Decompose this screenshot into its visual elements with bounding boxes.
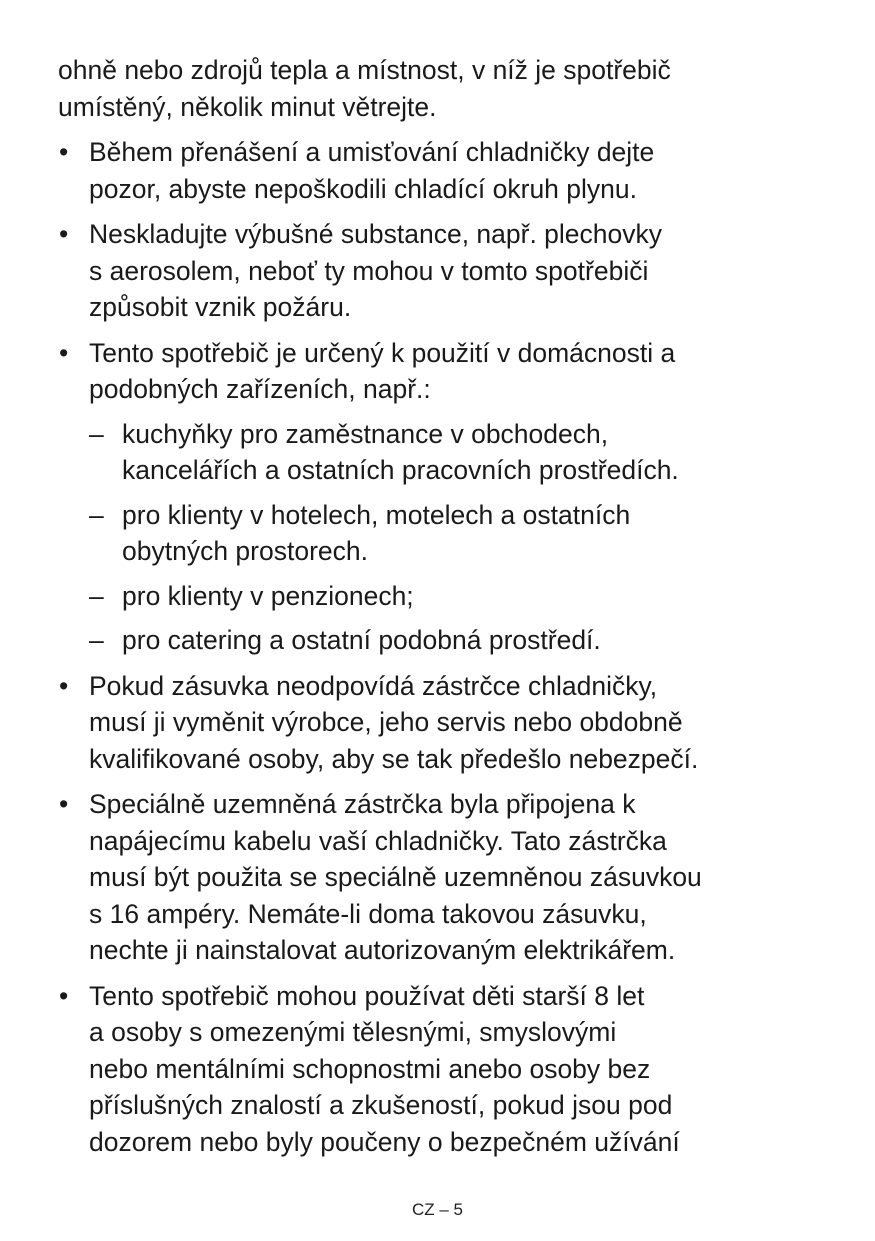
sublist-item-text: kuchyňky pro zaměstnance v obchodech, kancelářích a ostatních pracovních prostředích. [122,418,679,485]
sublist-item [89,578,828,615]
list-item [58,335,828,659]
bullet-icon: • [59,137,69,167]
page-content [58,52,828,1169]
list-item-text: Tento spotřebič je určený k použití v domácnosti a podobných zařízeních, např.: [89,337,676,404]
list-item [58,786,828,969]
sublist-item [89,497,828,570]
sublist-item-text: pro klienty v hotelech, motelech a ostatních obytných prostorech. [122,499,631,566]
sublist-item [89,416,828,489]
dash-icon: – [89,580,104,611]
bullet-icon: • [59,789,69,819]
dash-icon: – [89,499,104,530]
bullet-icon: • [59,337,69,368]
list-item-text: Tento spotřebič mohou používat děti starší 8 let a osoby s omezenými tělesnými, smyslovými nebo mentálními schopnostmi anebo osoby bez příslušných znalostí a zkušeností, pokud jsou pod dozorem nebo byly poučeny o bezpečném užívání [89,980,680,1157]
list-item-text: Neskladujte výbušné substance, např. plechovky s aerosolem, neboť ty mohou v tomto spotřebiči způsobit vznik požáru. [89,219,663,322]
list-item [58,668,828,778]
sublist-item-text: pro catering a ostatní podobná prostředí. [122,625,601,655]
page-number: CZ – 5 [411,1200,464,1219]
list-item-text: Speciálně uzemněná zástrčka byla připojena k napájecímu kabelu vaší chladničky. Tato zástrčka musí být použita se speciálně uzemněnou zásuvkou s 16 ampéry. Nemáte-li doma takovou zásuvku, nechte ji nainstalovat autorizovaným elektrikářem. [89,789,702,965]
usage-sublist [89,416,828,659]
list-item [58,978,828,1161]
safety-bullet-list [58,134,828,1160]
list-item [58,134,828,207]
bullet-icon: • [59,219,69,249]
dash-icon: – [89,625,104,655]
list-item-text: Během přenášení a umisťování chladničky dejte pozor, abyste nepoškodili chladící okruh plynu. [89,137,655,204]
bullet-icon: • [59,980,69,1011]
list-item-text: Pokud zásuvka neodpovídá zástrčce chladničky, musí ji vyměnit výrobce, jeho servis nebo obdobně kvalifikované osoby, aby se tak předešlo nebezpečí. [89,670,699,774]
bullet-icon: • [59,670,69,701]
list-item [58,216,828,326]
dash-icon: – [89,418,104,449]
sublist-item-text: pro klienty v penzionech; [122,580,414,611]
intro-paragraph: ohně nebo zdrojů tepla a místnost, v níž je spotřebič umístěný, několik minut větrejte. [58,55,671,122]
sublist-item [89,622,828,659]
